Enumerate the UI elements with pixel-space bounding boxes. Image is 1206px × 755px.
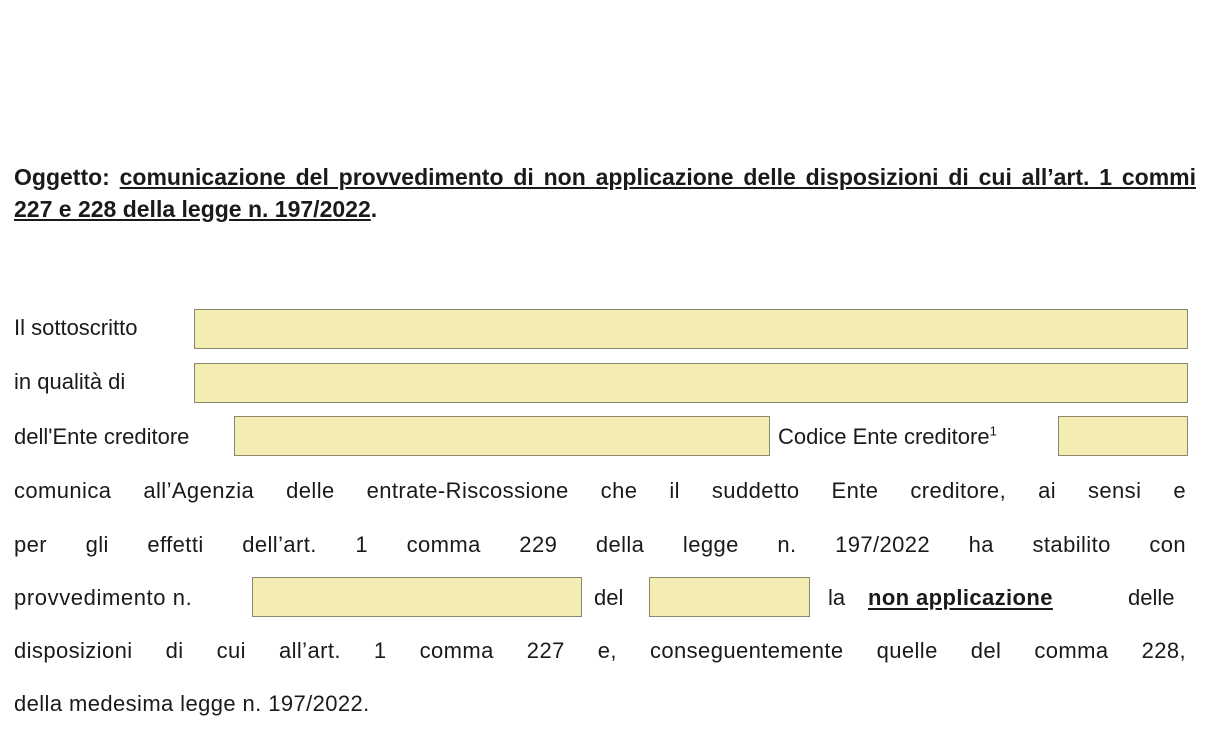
- body-line-5: della medesima legge n. 197/2022.: [14, 691, 370, 716]
- body-line-2: per gli effetti dell’art. 1 comma 229 della legge n. 197/2022 ha stabilito con: [14, 532, 1186, 557]
- body-line-1: comunica all’Agenzia delle entrate-Riscossione che il suddetto Ente creditore, ai sensi e: [14, 478, 1186, 503]
- codice-ente-field[interactable]: [1058, 416, 1188, 456]
- qualita-field[interactable]: [194, 363, 1188, 403]
- subject-prefix: Oggetto:: [14, 164, 110, 190]
- subject-title: comunicazione del provvedimento di non applicazione delle disposizioni di cui all’art. 1 commi 227 e 228 della legge n. 197/2022: [14, 164, 1196, 222]
- qualita-label: in qualità di: [14, 369, 126, 394]
- ente-field[interactable]: [234, 416, 770, 456]
- provvedimento-date-field[interactable]: [649, 577, 810, 617]
- footnote-marker: 1: [989, 423, 997, 439]
- provvedimento-label: provvedimento n.: [14, 585, 193, 610]
- sottoscritto-label: Il sottoscritto: [14, 315, 138, 340]
- provvedimento-number-field[interactable]: [252, 577, 582, 617]
- non-applicazione-text: non applicazione: [868, 585, 1053, 610]
- la-label: la: [828, 585, 846, 610]
- subject-heading: [14, 161, 1196, 225]
- del-label: del: [594, 585, 624, 610]
- delle-label: delle: [1128, 585, 1175, 610]
- sottoscritto-field[interactable]: [194, 309, 1188, 349]
- ente-label: dell'Ente creditore: [14, 424, 190, 449]
- body-line-4: disposizioni di cui all’art. 1 comma 227 e, conseguentemente quelle del comma 228,: [14, 638, 1186, 663]
- subject-period: .: [370, 196, 378, 222]
- codice-ente-label: Codice Ente creditore$^1$: [778, 423, 997, 449]
